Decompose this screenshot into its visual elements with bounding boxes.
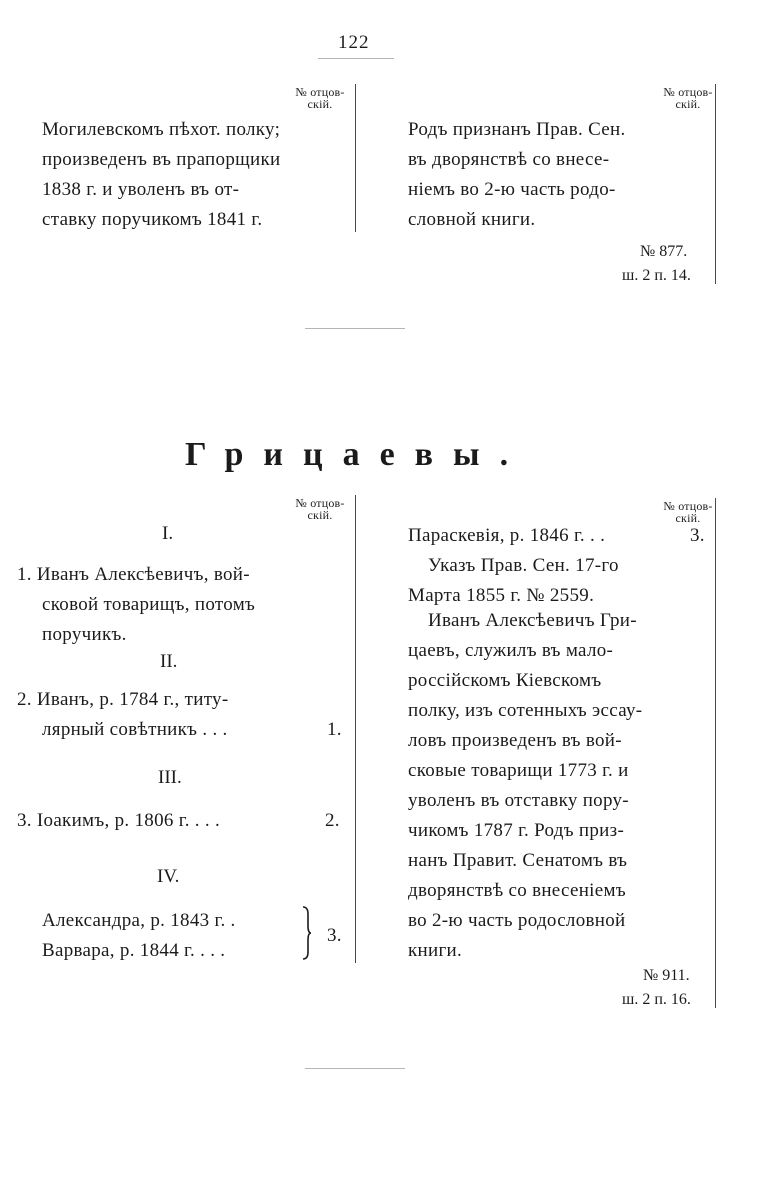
entry-3-father-number: 2.: [325, 810, 340, 831]
top-reference-number: № 877.: [640, 243, 688, 260]
right-entry-father-number: 3.: [690, 525, 705, 546]
right-note-label: № отцов- скій.: [663, 499, 713, 525]
brace-icon: [300, 906, 312, 960]
section-divider: [305, 328, 405, 329]
generation-2-heading: II.: [160, 651, 178, 672]
page-number: 122: [338, 32, 370, 53]
entry-4b: Варвара, р. 1844 г. . . .: [42, 940, 226, 961]
top-left-note-label: № отцов- скій.: [295, 85, 345, 111]
top-right-text: Родъ признанъ Прав. Сен. въ дворянствѣ со внесе- ніемъ во 2-ю часть родо- словной книги.: [408, 119, 626, 230]
left-column-rule: [355, 495, 356, 963]
generation-4-heading: IV.: [157, 866, 180, 887]
reference-number: № 911.: [643, 967, 690, 984]
page-number-rule: [318, 58, 394, 59]
family-title: Грицаевы.: [185, 436, 529, 473]
generation-1-heading: I.: [162, 523, 174, 544]
brace-glyph: [300, 906, 312, 960]
entry-4-father-number: 3.: [327, 925, 342, 946]
entry-2: 2. Иванъ, р. 1784 г., титу- лярный совѣтникъ . . .: [17, 689, 229, 740]
entry-1: 1. Иванъ Алексѣевичъ, вой- сковой товарищъ, потомъ поручикъ.: [17, 564, 256, 645]
right-entry: Параскевія, р. 1846 г. . . Указъ Прав. Сен. 17-го Марта 1855 г. № 2559.: [408, 525, 619, 606]
reference-shelf: ш. 2 п. 16.: [622, 991, 691, 1008]
top-left-column-rule: [355, 84, 356, 232]
top-right-column-rule: [715, 84, 716, 284]
entry-2-father-number: 1.: [327, 719, 342, 740]
top-right-note-label: № отцов- скій.: [663, 85, 713, 111]
family-history-text: Иванъ Алексѣевичъ Гри- цаевъ, служилъ въ мало- россійскомъ Кіевскомъ полку, изъ сотенныхъ эссау- ловъ произведенъ въ вой- сковые товарищи 1773 г. и уволенъ въ отставку пору- чикомъ 1787 г. Родъ приз- нанъ Правит. Сенатомъ въ дворянствѣ со внесеніемъ во 2-ю часть родословной книги.: [408, 610, 643, 961]
top-reference-shelf: ш. 2 п. 14.: [622, 267, 691, 284]
entry-3: 3. Іоакимъ, р. 1806 г. . . .: [17, 810, 221, 831]
left-note-label: № отцов- скій.: [295, 496, 345, 522]
bottom-divider: [305, 1068, 405, 1069]
entry-4a: Александра, р. 1843 г. .: [42, 910, 236, 931]
generation-3-heading: III.: [158, 767, 182, 788]
top-left-text: Могилевскомъ пѣхот. полку; произведенъ въ прапорщики 1838 г. и уволенъ въ от- ставку поручикомъ 1841 г.: [42, 119, 281, 230]
right-column-rule: [715, 498, 716, 1008]
